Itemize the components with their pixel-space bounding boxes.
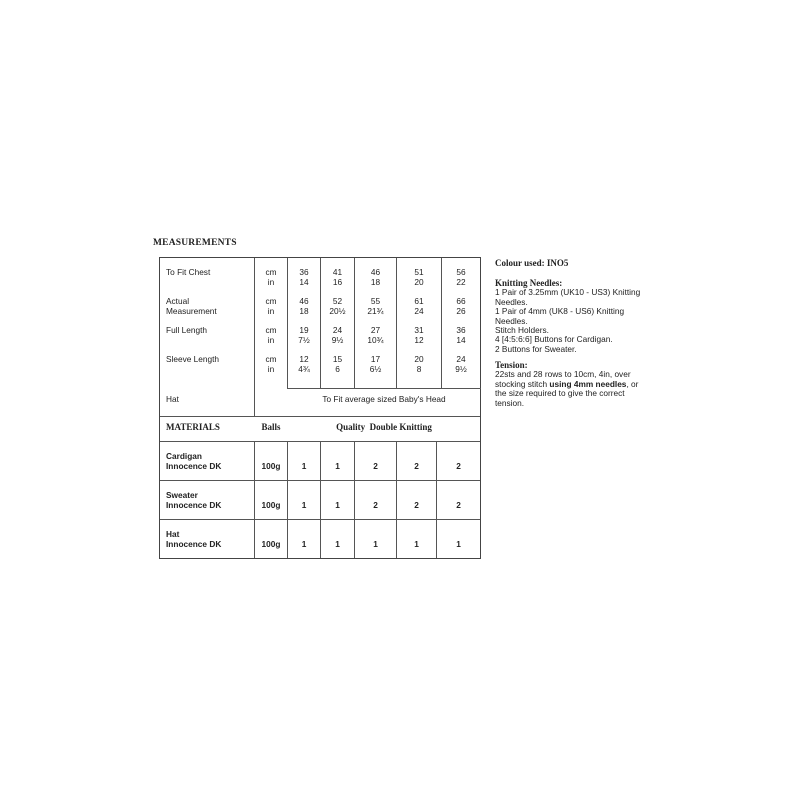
material-yarn: Innocence DK [166,539,222,549]
divider [160,416,480,417]
balls-value: 1 [301,539,307,549]
chest-cm-2: 41 [332,267,343,277]
tension-line: the size required to give the correct [495,388,625,399]
length-in-2: 9½ [331,335,344,345]
needles-line: Stitch Holders. [495,325,549,336]
balls-heading: Balls [261,422,281,432]
divider [287,388,481,389]
sleeve-cm-1: 12 [299,354,309,364]
needles-line: 2 Buttons for Sweater. [495,343,577,354]
sleeve-cm-5: 24 [456,354,466,364]
actual-cm-2: 52 [332,296,343,306]
row-label-actual: Actual [166,296,190,306]
tension-line: tension. [495,397,525,408]
sleeve-in-5: 9½ [455,364,467,374]
material-name: Sweater [166,490,198,500]
balls-value: 1 [456,539,461,549]
needles-heading: Knitting Needles: [495,278,563,288]
quality-heading: Quality Double Knitting [336,422,432,432]
balls-value: 1 [335,539,340,549]
unit-in: in [267,277,275,287]
material-yarn: Innocence DK [166,461,222,471]
row-label-sleeve: Sleeve Length [166,354,220,364]
chest-cm-5: 56 [456,267,466,277]
material-weight: 100g [261,539,281,549]
balls-value: 2 [373,461,378,471]
divider [254,441,255,558]
actual-cm-4: 61 [414,296,424,306]
length-cm-2: 24 [332,325,343,335]
chest-in-4: 20 [414,277,424,287]
tension-heading: Tension: [495,360,528,370]
divider [254,258,255,416]
actual-in-5: 26 [456,306,466,316]
unit-in: in [267,306,275,316]
actual-in-2: 20½ [329,306,346,316]
balls-value: 2 [373,500,378,510]
sleeve-cm-3: 17 [370,354,381,364]
balls-value: 1 [414,539,419,549]
material-name: Hat [166,529,180,539]
colour-used-text: Colour used: INO5 [495,258,569,268]
sleeve-in-1: 4¾ [298,364,310,374]
row-label-length: Full Length [166,325,208,335]
length-in-5: 14 [456,335,466,345]
balls-value: 2 [456,500,461,510]
material-yarn: Innocence DK [166,500,222,510]
sleeve-cm-2: 15 [332,354,343,364]
material-weight: 100g [261,500,281,510]
unit-cm: cm [265,354,277,364]
balls-value: 2 [414,500,419,510]
actual-in-3: 21¾ [367,306,384,316]
material-name: Cardigan [166,451,202,461]
chest-cm-4: 51 [414,267,424,277]
row-label-chest: To Fit Chest [166,267,211,277]
needles-line: Needles. [495,296,528,307]
actual-cm-3: 55 [370,296,381,306]
balls-value: 1 [301,500,307,510]
sleeve-in-4: 8 [416,364,422,374]
needles-line: Needles. [495,315,528,326]
materials-heading: MATERIALS [166,422,220,432]
actual-cm-1: 46 [299,296,309,306]
unit-in: in [267,364,275,374]
length-in-3: 10¾ [367,335,384,345]
colour-used [495,259,650,268]
length-in-1: 7½ [298,335,310,345]
measurements-table [159,257,481,559]
sleeve-in-2: 6 [335,364,340,374]
balls-value: 1 [301,461,307,471]
unit-in: in [267,335,275,345]
needles-line: 1 Pair of 3.25mm (UK10 - US3) Knitting [495,287,641,298]
unit-cm: cm [265,267,277,277]
tension-section [495,361,650,408]
tension-text: stocking stitch [495,378,550,389]
length-in-4: 12 [414,335,424,345]
tension-text: , or [626,378,639,389]
chest-in-3: 18 [370,277,381,287]
needles-line: 1 Pair of 4mm (UK8 - US6) Knitting [495,306,625,317]
length-cm-3: 27 [370,325,381,335]
chest-in-1: 14 [299,277,309,287]
actual-cm-5: 66 [456,296,466,306]
balls-value: 2 [414,461,419,471]
length-cm-5: 36 [456,325,466,335]
chest-cm-3: 46 [370,267,381,277]
unit-cm: cm [265,296,277,306]
unit-cm: cm [265,325,277,335]
knitting-needles-section [495,279,650,354]
row-label-hat: Hat [166,394,179,404]
tension-needles-emphasis: using 4mm needles [549,378,627,389]
material-weight: 100g [261,461,281,471]
hat-fit-text: To Fit average sized Baby's Head [322,394,446,404]
balls-value: 2 [456,461,461,471]
actual-in-4: 24 [414,306,424,316]
tension-line: 22sts and 28 rows to 10cm, 4in, over [495,369,631,380]
length-cm-4: 31 [414,325,424,335]
chest-in-5: 22 [456,277,466,287]
sleeve-in-3: 6½ [369,364,382,374]
needles-line: 4 [4:5:6:6] Buttons for Cardigan. [495,334,613,345]
balls-value: 1 [335,500,340,510]
balls-value: 1 [335,461,340,471]
balls-value: 1 [373,539,378,549]
actual-in-1: 18 [299,306,309,316]
measurements-title: MEASUREMENTS [153,238,237,248]
length-cm-1: 19 [299,325,309,335]
chest-cm-1: 36 [299,267,309,277]
row-label-actual-2: Measurement [166,306,217,316]
sleeve-cm-4: 20 [414,354,424,364]
chest-in-2: 16 [332,277,343,287]
